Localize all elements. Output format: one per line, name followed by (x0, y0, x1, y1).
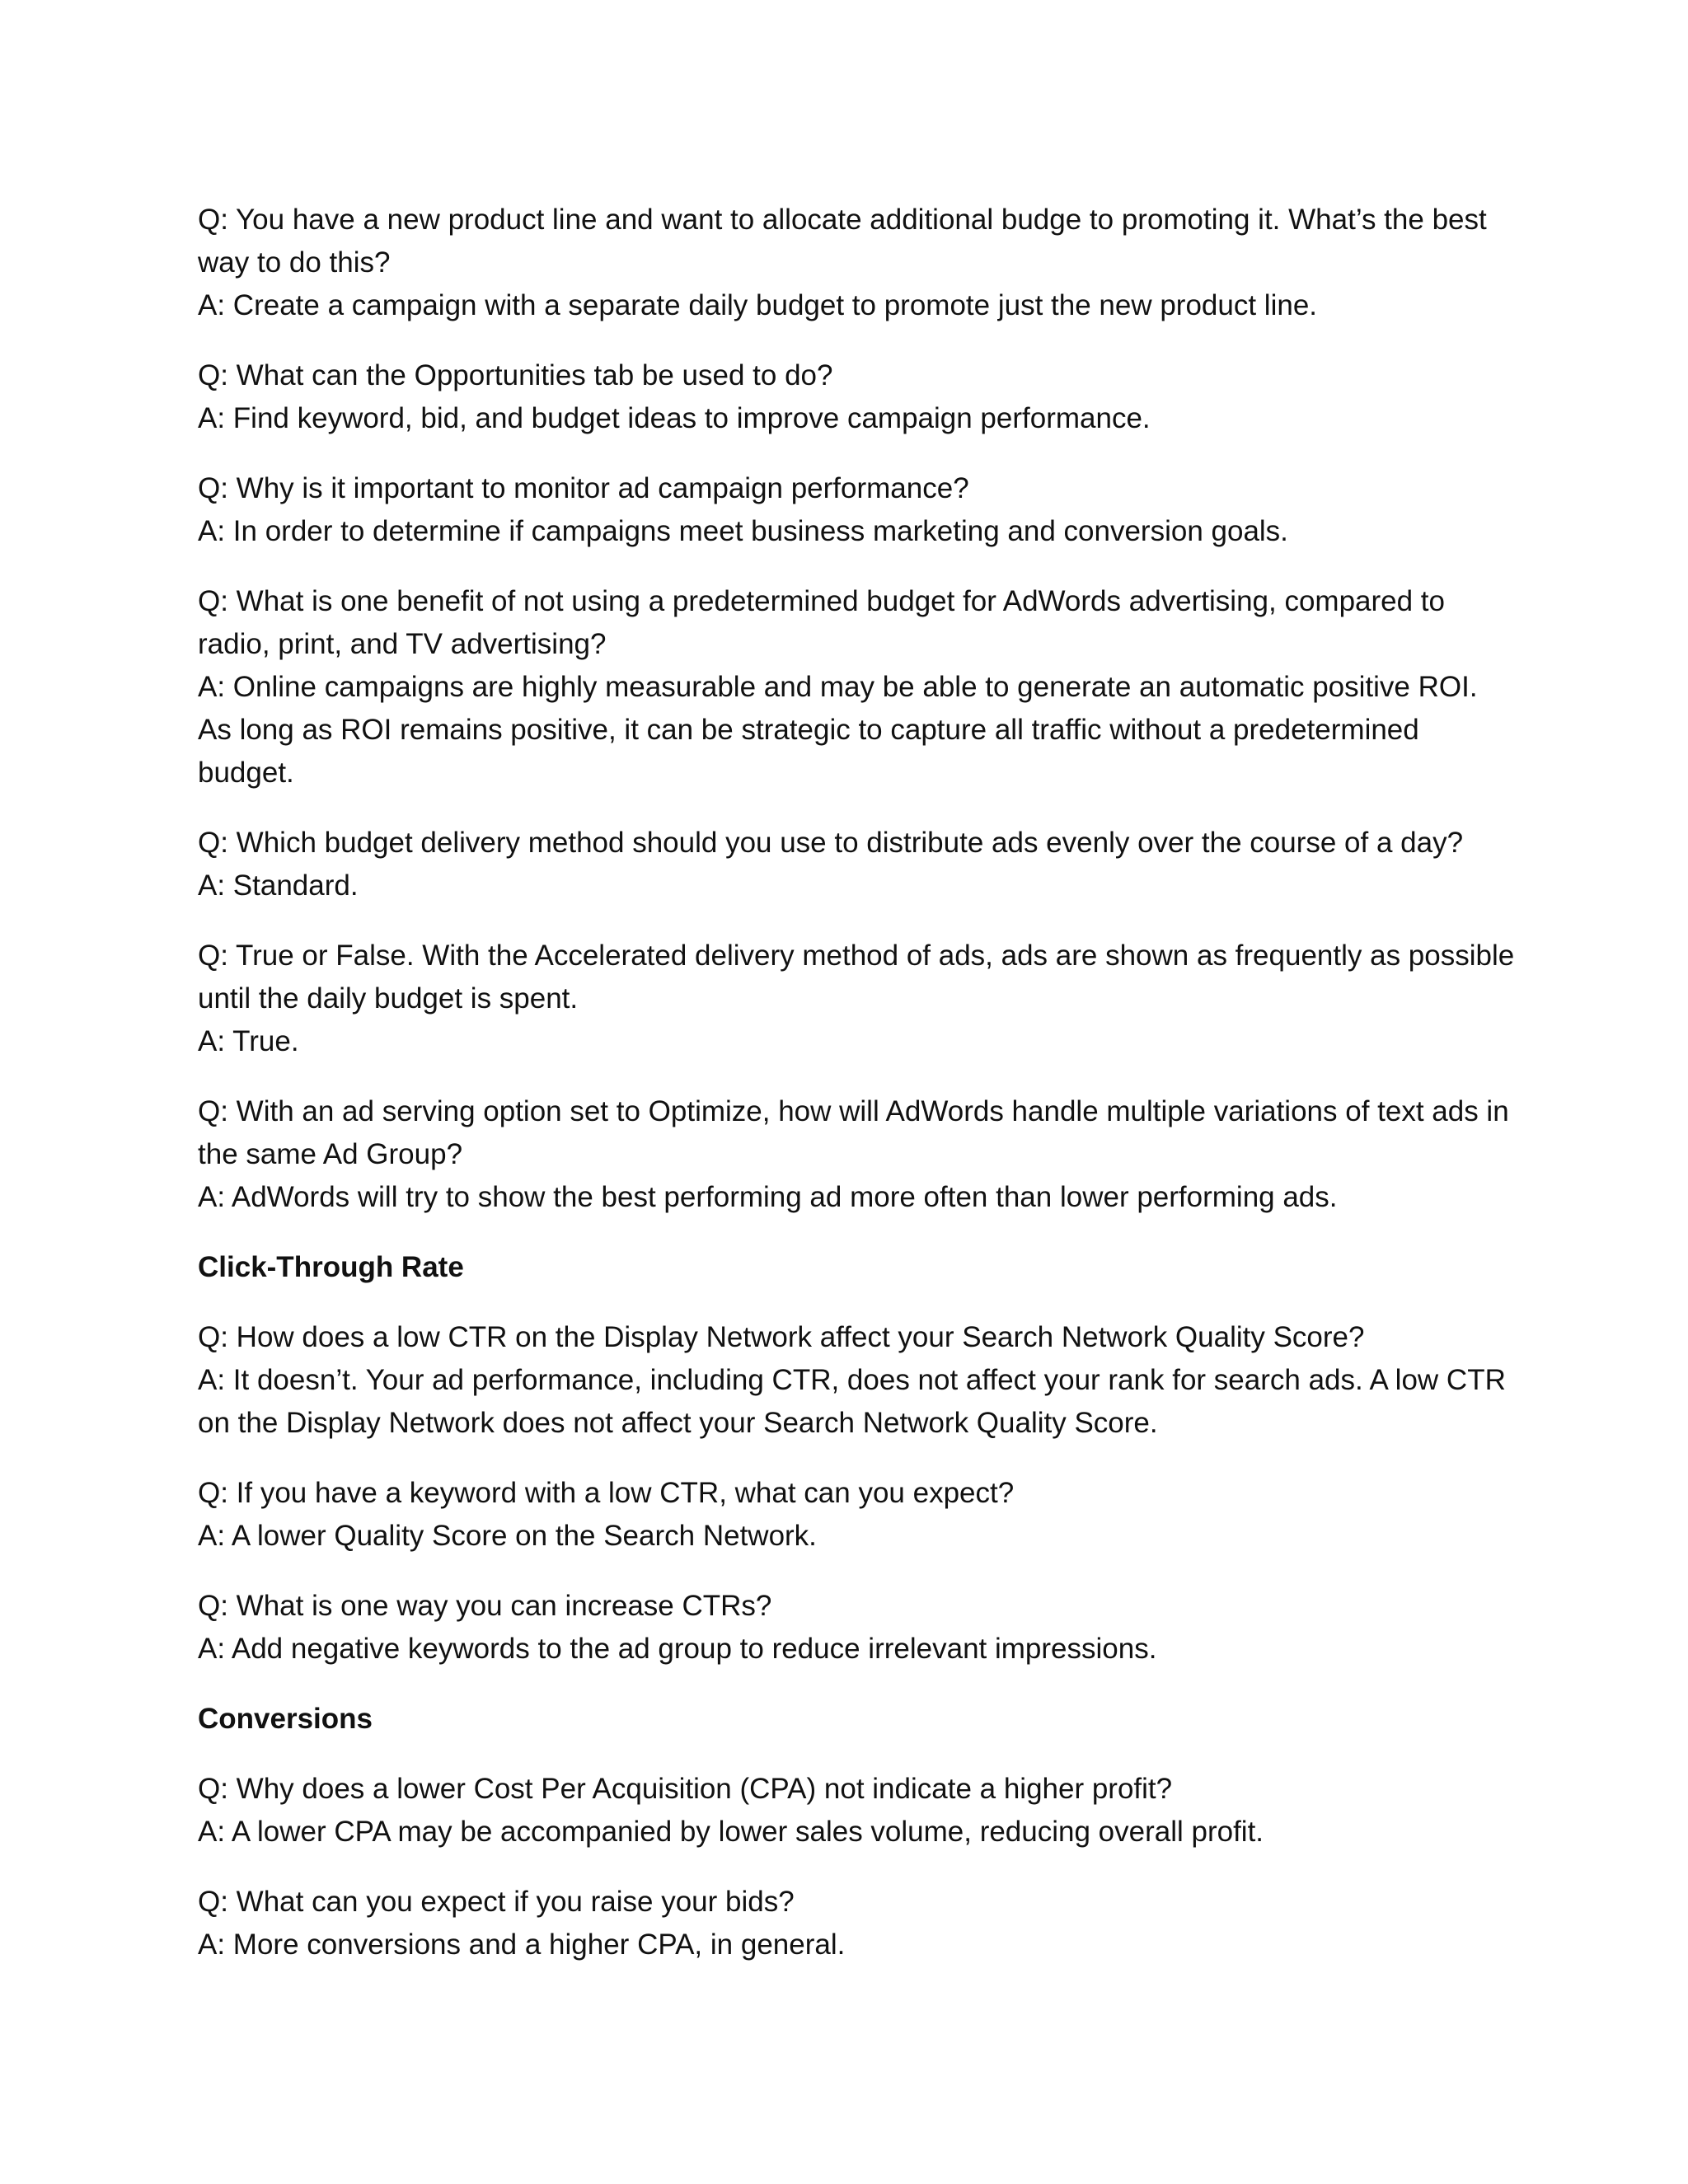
question-text: Q: Why does a lower Cost Per Acquisition (CPA) not indicate a higher profit? (198, 1773, 1173, 1805)
qa-item (198, 580, 1517, 794)
question-text: Q: True or False. With the Accelerated delivery method of ads, ads are shown as frequently as possible until the daily budget is spent. (198, 940, 1515, 1015)
qa-item (198, 822, 1517, 907)
question-text: Q: What is one way you can increase CTRs? (198, 1590, 772, 1622)
question-text: Q: How does a low CTR on the Display Network affect your Search Network Quality Score? (198, 1321, 1365, 1353)
answer-text: A: Add negative keywords to the ad group to reduce irrelevant impressions. (198, 1633, 1157, 1665)
question-text: Q: What can you expect if you raise your bids? (198, 1886, 795, 1918)
question-text: Q: Which budget delivery method should you use to distribute ads evenly over the course of a day? (198, 827, 1464, 859)
answer-text: A: A lower CPA may be accompanied by lower sales volume, reducing overall profit. (198, 1816, 1264, 1848)
qa-item (198, 199, 1517, 327)
qa-item (198, 935, 1517, 1063)
question-text: Q: What is one benefit of not using a predetermined budget for AdWords advertising, compared to radio, print, and TV advertising? (198, 585, 1445, 660)
answer-text: A: Standard. (198, 869, 359, 902)
answer-text: A: More conversions and a higher CPA, in general. (198, 1929, 846, 1961)
question-text: Q: What can the Opportunities tab be used to do? (198, 359, 833, 391)
question-text: Q: With an ad serving option set to Optimize, how will AdWords handle multiple variations of text ads in the same Ad Group? (198, 1095, 1509, 1170)
question-text: Q: Why is it important to monitor ad campaign performance? (198, 472, 969, 504)
qa-item (198, 1881, 1517, 1966)
qa-item (198, 1090, 1517, 1219)
qa-item (198, 354, 1517, 440)
question-text: Q: If you have a keyword with a low CTR, what can you expect? (198, 1477, 1015, 1509)
qa-item (198, 1768, 1517, 1854)
answer-text: A: In order to determine if campaigns meet business marketing and conversion goals. (198, 515, 1288, 547)
answer-text: A: True. (198, 1025, 299, 1057)
section-heading-ctr: Click-Through Rate (198, 1251, 464, 1283)
qa-item (198, 467, 1517, 553)
answer-text: A: A lower Quality Score on the Search Network. (198, 1520, 817, 1552)
answer-text: A: Find keyword, bid, and budget ideas to improve campaign performance. (198, 402, 1151, 434)
document-page (198, 199, 1517, 1994)
qa-item (198, 1316, 1517, 1445)
answer-text: A: AdWords will try to show the best performing ad more often than lower performing ads. (198, 1181, 1338, 1213)
qa-item (198, 1585, 1517, 1671)
qa-item (198, 1472, 1517, 1558)
question-text: Q: You have a new product line and want to allocate additional budge to promoting it. What’s the best way to do this? (198, 204, 1487, 279)
section-heading-conversions: Conversions (198, 1703, 373, 1735)
answer-text: A: It doesn’t. Your ad performance, including CTR, does not affect your rank for search ads. A low CTR on the Display Network does not affect your Search Network Quality Score. (198, 1364, 1506, 1439)
answer-text: A: Create a campaign with a separate daily budget to promote just the new product line. (198, 289, 1318, 321)
answer-text: A: Online campaigns are highly measurable and may be able to generate an automatic positive ROI. As long as ROI remains positive, it can be strategic to capture all traffic without a predetermined budget. (198, 671, 1478, 789)
